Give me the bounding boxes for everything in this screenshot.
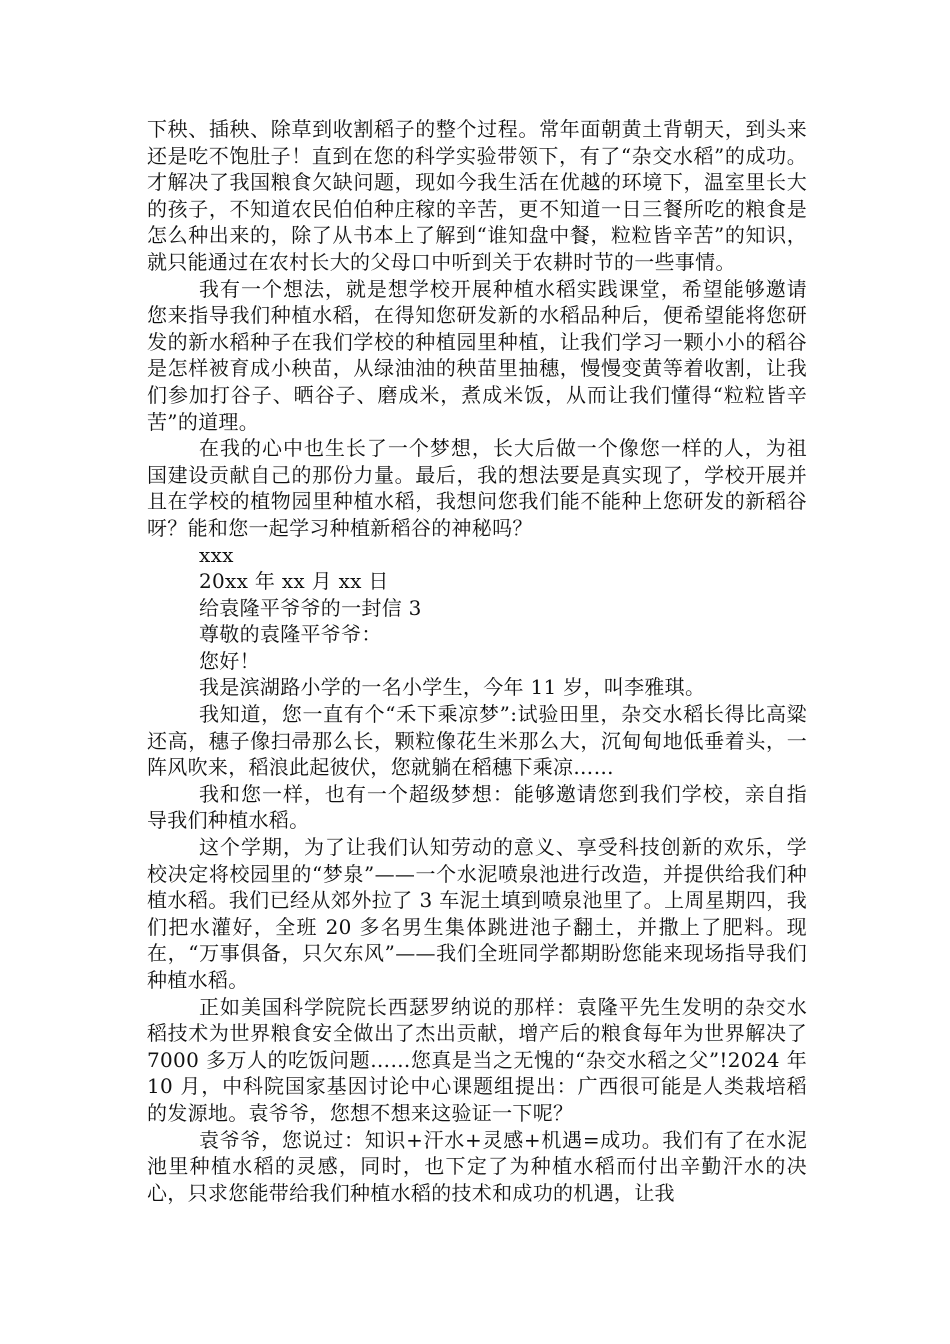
paragraph-rice-dream: 我知道，您一直有个“禾下乘凉梦”:试验田里，杂交水稻长得比高粱还高，穗子像扫帚那么长，颗粒像花生米那么大，沉甸甸地低垂着头，一阵风吹来，稻浪此起彼伏，您就躺在稻穗下乘凉…… [147, 702, 807, 780]
paragraph-super-dream: 我和您一样，也有一个超级梦想：能够邀请您到我们学校，亲自指导我们种植水稻。 [147, 781, 807, 833]
letter-title: 给袁隆平爷爷的一封信 3 [199, 595, 422, 620]
paragraph-semester: 这个学期，为了让我们认知劳动的意义、享受科技创新的欢乐，学校决定将校园里的“梦泉”——一个水泥喷泉池进行改造，并提供给我们种植水稻。我们已经从郊外拉了 3 车泥土填到喷泉池里了。上周星期四，我们把水灌好，全班 20 多名男生集体跳进池子翻土，并撒上了肥料。现在，“万事俱备，只欠东风”——我们全班同学都期盼您能来现场指导我们种植水稻。 [147, 835, 807, 992]
paragraph-continuation: 下秧、插秧、除草到收割稻子的整个过程。常年面朝黄土背朝天，到头来还是吃不饱肚子！直到在您的科学实验带领下，有了“杂交水稻”的成功。才解决了我国粮食欠缺问题，现如今我生活在优越的环境下，温室里长大的孩子，不知道农民伯伯种庄稼的辛苦，更不知道一日三餐所吃的粮食是怎么种出来的，除了从书本上了解到“谁知盘中餐，粒粒皆辛苦”的知识，就只能通过在农村长大的父母口中听到关于农耕时节的一些事情。 [147, 117, 807, 274]
paragraph-dream: 在我的心中也生长了一个梦想，长大后做一个像您一样的人，为祖国建设贡献自己的那份力量。最后，我的想法要是真实现了，学校开展并且在学校的植物园里种植水稻，我想问您我们能不能种上您研发的新稻谷呀？能和您一起学习种植新稻谷的神秘吗？ [147, 436, 807, 540]
paragraph-idea: 我有一个想法，就是想学校开展种植水稻实践课堂，希望能够邀请您来指导我们种植水稻，在得知您研发新的水稻品种后，便希望能将您研发的新水稻种子在我们学校的种植园里种植，让我们学习一颗小小的稻谷是怎样被育成小秧苗，从绿油油的秧苗里抽穗，慢慢变黄等着收割，让我们参加打谷子、晒谷子、磨成米，煮成米饭，从而让我们懂得“粒粒皆辛苦”的道理。 [147, 276, 807, 434]
paragraph-academy: 正如美国科学院院长西瑟罗纳说的那样：袁隆平先生发明的杂交水稻技术为世界粮食安全做出了杰出贡献，增产后的粮食每年为世界解决了 7000 多万人的吃饭问题……您真是当之无愧的“杂交水稻之父”!2024 年 10 月，中科院国家基因讨论中心课题组提出：广西很可能是人类栽培稻的发源地。袁爷爷，您想不想来这验证一下呢？ [147, 994, 807, 1125]
greeting: 您好！ [199, 648, 260, 673]
signature: xxx [199, 542, 234, 567]
salutation: 尊敬的袁隆平爷爷： [199, 622, 382, 647]
date-line: 20xx 年 xx 月 xx 日 [199, 569, 389, 594]
letter-document [147, 116, 807, 1206]
paragraph-intro: 我是滨湖路小学的一名小学生，今年 11 岁，叫李雅琪。 [199, 675, 706, 700]
paragraph-success: 袁爷爷，您说过：知识+汗水+灵感+机遇=成功。我们有了在水泥池里种植水稻的灵感，同时，也下定了为种植水稻而付出辛勤汗水的决心，只求您能带给我们种植水稻的技术和成功的机遇，让我 [147, 1127, 807, 1205]
